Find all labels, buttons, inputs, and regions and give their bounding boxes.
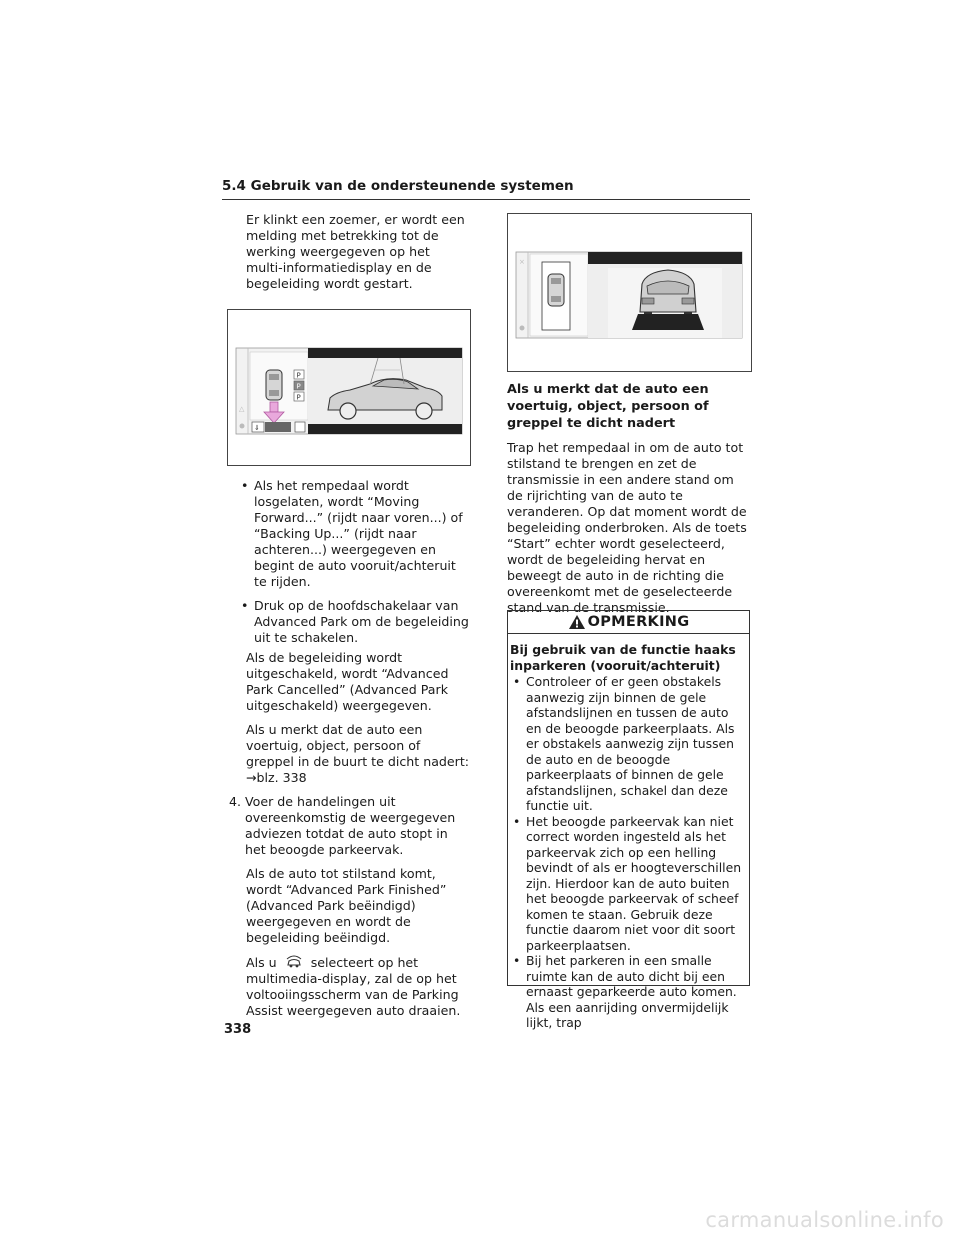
intro-paragraph: Er klinkt een zoemer, er wordt een melding met betrekking tot de werking weergegeven op het multi-informatiedisplay en de begeleiding wordt gestart. bbox=[246, 212, 465, 291]
bullet-item bbox=[230, 598, 470, 646]
approach-body: Trap het rempedaal in om de auto tot stilstand te brengen en zet de transmissie in een andere stand om de rijrichting van de auto te veranderen. Op dat moment wordt de begeleiding onderbroken. Als de toets “Start” echter wordt geselecteerd, wordt de begeleiding hervat en beweegt de auto in de richting die overeenkomt met de geselecteerde stand van de transmissie. bbox=[507, 440, 747, 615]
step-text: Voer de handelingen uit overeenkomstig de weergegeven adviezen totdat de auto stopt in het beoogde parkeervak. bbox=[245, 794, 456, 857]
page-number: 338 bbox=[224, 1022, 252, 1037]
rotate-paragraph bbox=[230, 954, 470, 1019]
watermark: carmanualsonline.info bbox=[705, 1208, 944, 1232]
notice-item bbox=[510, 953, 747, 1031]
notice-item-text: Controleer of er geen obstakels aanwezig zijn binnen de gele afstandslijnen en tussen de auto en de beoogde parkeerplaats. Als er obstakels aanwezig zijn tussen de auto en de beoogde parkeerplaats of binnen de gele afstandslijnen, schakel dan deze functie uit. bbox=[526, 674, 735, 813]
notice-box bbox=[507, 610, 750, 1030]
bullet-dot: • bbox=[513, 953, 521, 968]
rotate-text-post: selecteert op het multimedia-display, zal de op het voltooiingsscherm van de Parking Assist weergegeven auto draaien. bbox=[246, 955, 461, 1018]
parking-badges bbox=[294, 370, 304, 402]
svg-text:⇓: ⇓ bbox=[254, 424, 260, 432]
figure-parking-guidance-start bbox=[227, 309, 471, 466]
notice-item bbox=[510, 814, 747, 954]
left-column-continued bbox=[230, 478, 470, 1027]
figure1-illustration bbox=[228, 310, 470, 465]
section-header: 5.4 Gebruik van de ondersteunende systemen bbox=[222, 178, 750, 200]
finished-paragraph: Als de auto tot stilstand komt, wordt “Advanced Park Finished” (Advanced Park beëindigd) weergegeven en wordt de begeleiding beëindigd. bbox=[246, 866, 447, 945]
notice-body bbox=[508, 634, 749, 1031]
warning-icon bbox=[568, 614, 586, 630]
approach-heading: Als u merkt dat de auto een voertuig, object, persoon of greppel te dicht nadert bbox=[507, 382, 709, 431]
step-number: 4. bbox=[229, 794, 242, 809]
notice-item-text: Bij het parkeren in een smalle ruimte kan de auto dicht bij een ernaast geparkeerde auto komen. Als een aanrijding onvermijdelijk lijkt, trap bbox=[526, 953, 737, 1030]
notice-item bbox=[510, 674, 747, 814]
bullet-item bbox=[230, 478, 470, 590]
rotate-text-pre: Als u bbox=[246, 955, 277, 970]
bullet-dot: • bbox=[241, 598, 249, 613]
svg-text:△: △ bbox=[239, 405, 245, 413]
cancel-paragraph: Als de begeleiding wordt uitgeschakeld, wordt “Advanced Park Cancelled” (Advanced Park uitgeschakeld) weergegeven. bbox=[246, 650, 449, 713]
figure-parking-complete bbox=[507, 213, 752, 372]
bullet-text: Als het rempedaal wordt losgelaten, wordt “Moving Forward...” (rijdt naar voren...) of “Backing Up...” (rijdt naar achteren...) weergegeven en begint de auto vooruit/achteruit te rijden. bbox=[254, 478, 463, 589]
figure2-illustration bbox=[508, 214, 751, 371]
notice-item-text: Het beoogde parkeervak kan niet correct worden ingesteld als het parkeervak zich op een helling bevindt of als er hoogteverschillen zijn. Hierdoor kan de auto buiten het beoogde parkeervak of scheef komen te staan. Gebruik deze functie daarom niet voor dit soort parkeerplaatsen. bbox=[526, 813, 742, 953]
notice-title: OPMERKING bbox=[587, 614, 690, 630]
bullet-text: Druk op de hoofdschakelaar van Advanced Park om de begeleiding uit te schakelen. bbox=[254, 598, 469, 645]
parking-badge-3: P bbox=[296, 393, 301, 402]
parking-badge-2: P bbox=[296, 382, 301, 391]
step-4 bbox=[229, 794, 470, 858]
right-column bbox=[507, 381, 751, 624]
bullet-dot: • bbox=[513, 674, 521, 689]
bullet-dot: • bbox=[241, 478, 249, 493]
left-column bbox=[230, 212, 470, 300]
notice-header bbox=[508, 611, 749, 634]
approach-paragraph: Als u merkt dat de auto een voertuig, object, persoon of greppel in de buurt te dicht nadert: →blz. 338 bbox=[246, 722, 470, 785]
bullet-dot: • bbox=[513, 813, 521, 829]
notice-subtitle: Bij gebruik van de functie haaks inparkeren (vooruit/achteruit) bbox=[510, 642, 736, 673]
parking-badge-1: P bbox=[296, 371, 301, 380]
rotate-car-icon bbox=[285, 954, 303, 970]
svg-text:×: × bbox=[519, 258, 525, 266]
